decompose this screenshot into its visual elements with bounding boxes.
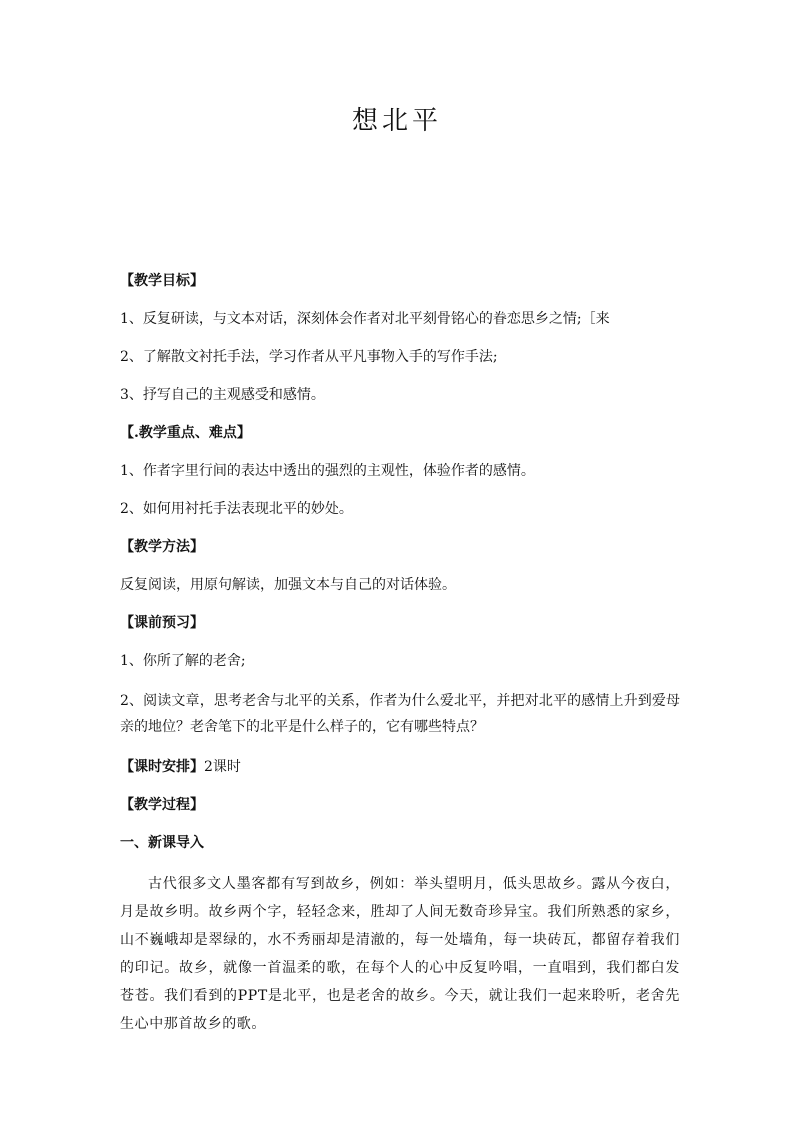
key-point-item-1: 1、作者字里行间的表达中透出的强烈的主观性，体验作者的感情。 xyxy=(120,463,535,479)
preview-item-1: 1、你所了解的老舍; xyxy=(120,653,246,669)
section-heading-class-hours: 【课时安排】 xyxy=(120,759,204,775)
class-hours-value: 2课时 xyxy=(204,759,241,775)
introduction-paragraph: 古代很多文人墨客都有写到故乡，例如：举头望明月，低头思故乡。露从今夜白，月是故乡明。故乡两个字，轻轻念来，胜却了人间无数奇珍异宝。我们所熟悉的家乡，山不巍峨却是翠绿的，水不秀丽却是清澈的，每一处墙角，每一块砖瓦，都留存着我们的印记。故乡，就像一首温柔的歌，在每个人的心中反复吟唱，一直唱到，我们都白发苍苍。我们看到的PPT是北平，也是老舍的故乡。今天，就让我们一起来聆听，老舍先生心中那首故乡的歌。 xyxy=(120,876,680,1032)
goal-item-1: 1、反复研读，与文本对话，深刻体会作者对北平刻骨铭心的眷恋思乡之情;［来 xyxy=(120,311,610,327)
section-heading-teaching-process: 【教学过程】 xyxy=(120,797,204,813)
section-heading-key-points: 【.教学重点、难点】 xyxy=(120,425,251,441)
key-point-item-2: 2、如何用衬托手法表现北平的妙处。 xyxy=(120,501,353,517)
section-heading-teaching-method: 【教学方法】 xyxy=(120,539,204,555)
goal-item-3: 3、抒写自己的主观感受和感情。 xyxy=(120,387,325,403)
document-body xyxy=(120,270,680,1054)
section-heading-preview: 【课前预习】 xyxy=(120,615,204,631)
class-hours-line xyxy=(120,756,680,778)
document-title: 想北平 xyxy=(351,106,442,136)
subsection-heading-introduction: 一、新课导入 xyxy=(120,835,204,851)
section-heading-teaching-goals: 【教学目标】 xyxy=(120,273,204,289)
method-item-1: 反复阅读，用原句解读，加强文本与自己的对话体验。 xyxy=(120,577,456,593)
goal-item-2: 2、了解散文衬托手法，学习作者从平凡事物入手的写作手法; xyxy=(120,349,498,365)
preview-item-2: 2、阅读文章，思考老舍与北平的关系，作者为什么爱北平，并把对北平的感情上升到爱母亲的地位？老舍笔下的北平是什么样子的，它有哪些特点？ xyxy=(120,693,680,735)
